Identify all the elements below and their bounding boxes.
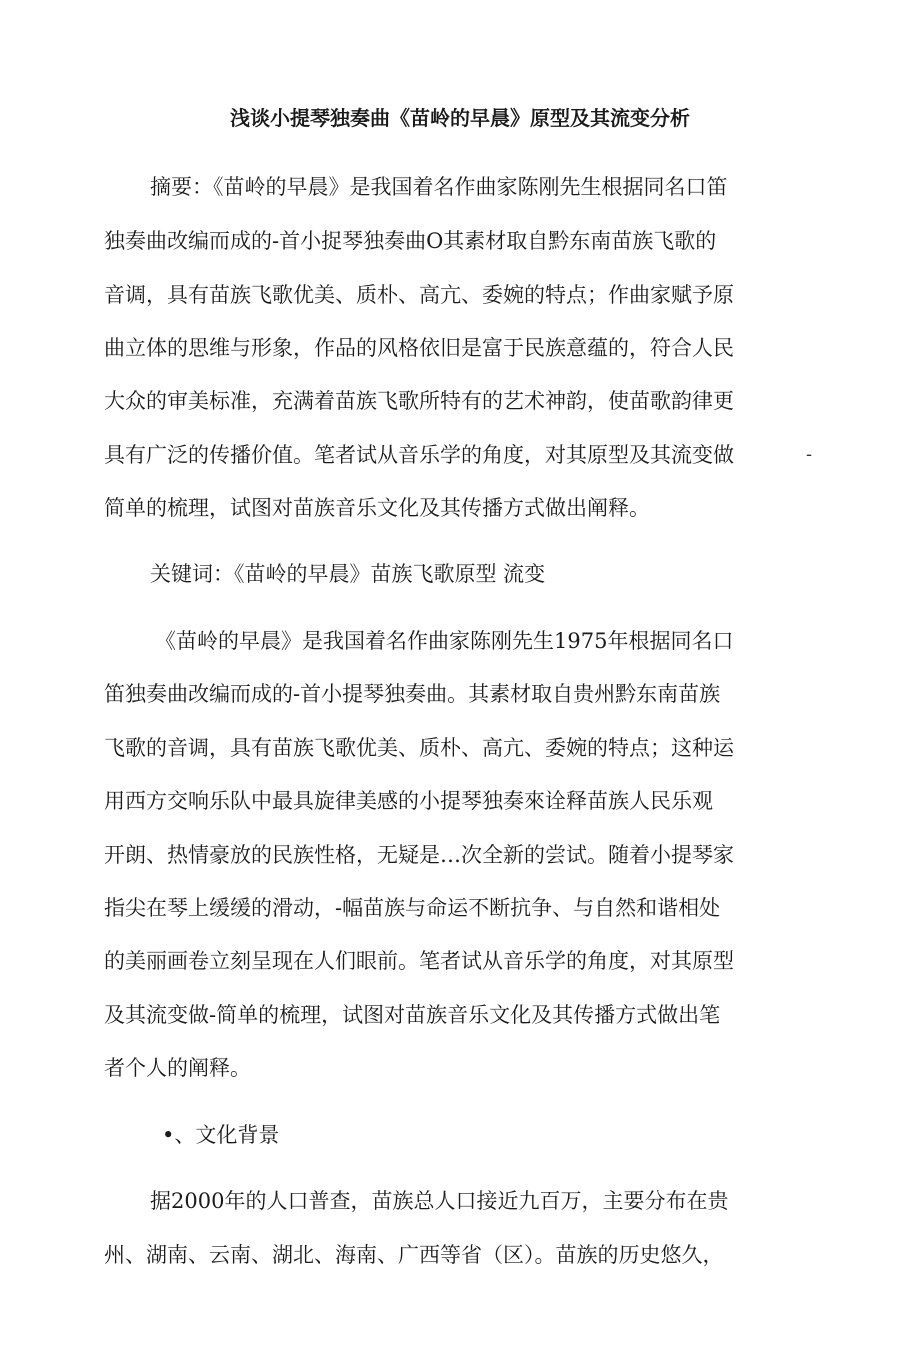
- abstract-line: 大众的审美标准，充满着苗族飞歌所特有的艺术神韵，使苗歌韵律更: [104, 389, 734, 413]
- intro-line: 笛独奏曲改编而成的-首小提琴独奏曲。其素材取自贵州黔东南苗族: [104, 682, 721, 706]
- abstract-line: 简单的梳理，试图对苗族音乐文化及其传播方式做出阐释。: [104, 496, 650, 520]
- abstract-line: 具有广泛的传播价值。笔者试从音乐学的角度，对其原型及其流变做: [104, 443, 734, 467]
- intro-line: 的美丽画卷立刻呈现在人们眼前。笔者试从音乐学的角度，对其原型: [104, 949, 734, 973]
- abstract-line: 曲立体的思维与形象，作品的风格依旧是富于民族意蕴的，符合人民: [104, 336, 734, 360]
- intro-line: 飞歌的音调，具有苗族飞歌优美、质朴、高亢、委婉的特点；这种运: [104, 736, 734, 760]
- intro-line: 及其流变做-简单的梳理，试图对苗族音乐文化及其传播方式做出笔: [104, 1003, 721, 1027]
- section-line: 据2000年的人口普查，苗族总人口接近九百万，主要分布在贵: [150, 1189, 729, 1213]
- abstract-line: 摘要：《苗岭的早晨》是我国着名作曲家陈刚先生根据同名口笛: [150, 175, 728, 199]
- abstract-line: 音调，具有苗族飞歌优美、质朴、高亢、委婉的特点；作曲家赋予原: [104, 283, 734, 307]
- intro-line: 《苗岭的早晨》是我国着名作曲家陈刚先生1975年根据同名口: [155, 629, 734, 653]
- section-line: 州、湖南、云南、湖北、海南、广西等省（区）。苗族的历史悠久，: [104, 1243, 724, 1267]
- intro-line: 指尖在琴上缓缓的滑动，-幅苗族与命运不断抗争、与自然和谐相处: [104, 896, 721, 920]
- section-heading: •、文化背景: [162, 1123, 280, 1147]
- keywords-line: 关键词：《苗岭的早晨》苗族飞歌原型 流变: [150, 562, 546, 586]
- margin-mark: -: [806, 444, 813, 465]
- intro-line: 用西方交响乐队中最具旋律美感的小提琴独奏來诠释苗族人民乐观: [104, 789, 713, 813]
- intro-line: 者个人的阐释。: [104, 1056, 251, 1080]
- abstract-line: 独奏曲改编而成的-首小捉琴独奏曲O其素材取自黔东南苗族飞歌的: [104, 229, 717, 253]
- intro-line: 开朗、热情豪放的民族性格，无疑是…次全新的尝试。随着小提琴家: [104, 843, 734, 867]
- document-title: 浅谈小提琴独奏曲《苗岭的早晨》原型及其流变分析: [230, 106, 690, 130]
